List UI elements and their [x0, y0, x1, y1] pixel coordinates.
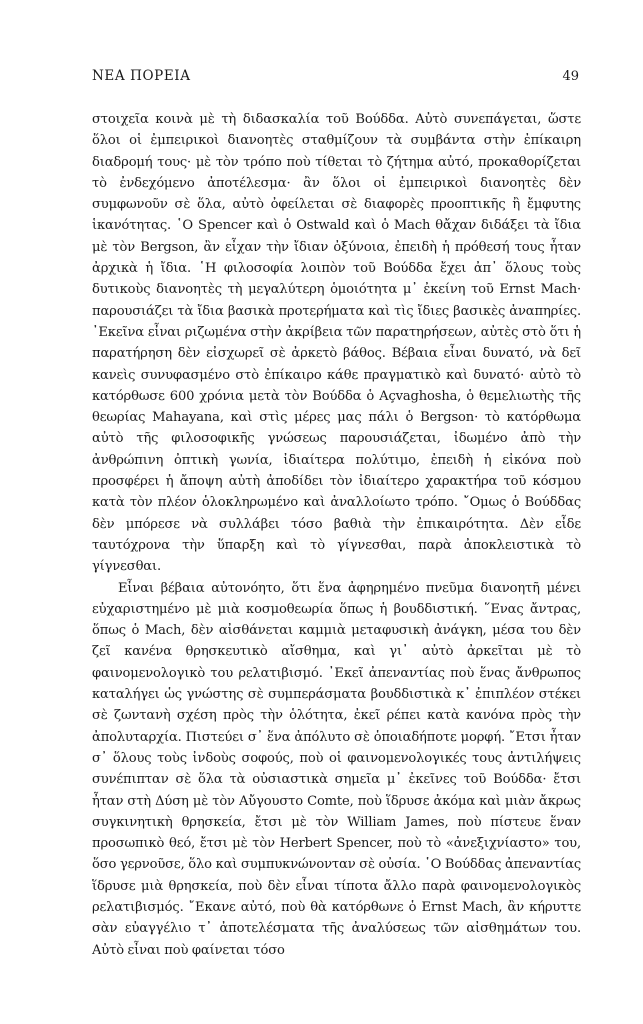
body-text: [92, 109, 581, 961]
page-number: 49: [562, 69, 579, 84]
paragraph-2: Εἶναι βέβαια αὐτονόητο, ὅτι ἕνα ἀφηρημένο πνεῦμα διανοητῆ μένει εὐχαριστημένο μὲ μιὰ κοσμοθεωρία ὅπως ἡ βουδδιστική. ῞Ενας ἄντρας, ὅπως ὁ Mach, δὲν αἰσθάνεται καμμιὰ μεταφυσικὴ ἀνάγκη, μέσα του δὲν ζεῖ κανένα θρησκευτικὸ αἴσθημα, καὶ γι᾽ αὐτὸ ἀρκεῖται μὲ τὸ φαινομενολογικὸ του ρελατιβισμό. ᾽Εκεῖ ἀπεναντίας ποὺ ἕνας ἄνθρωπος καταλήγει ὡς γνώστης σὲ συμπεράσματα βουδδιστικὰ κ᾽ ἐπιπλέον στέκει σὲ ζωντανὴ σχέση πρὸς τὴν ὁλότητα, ἐκεῖ ρέπει κατὰ κανόνα πρὸς τὴν ἀπολυταρχία. Πιστεύει σ᾽ ἕνα ἀπόλυτο σὲ ὁποιαδήποτε μορφή. ῎Ετσι ἦταν σ᾽ ὅλους τοὺς ἰνδοὺς σοφούς, ποὺ οἱ φαινομενολογικές τους ἀντιλήψεις συνέπιπταν σὲ ὅλα τὰ οὐσιαστικὰ σημεῖα μ᾽ ἐκεῖνες τοῦ Βούδδα· ἔτσι ἦταν στὴ Δύση μὲ τὸν Αὔγουστο Comte, ποὺ ἵδρυσε ἀκόμα καὶ μιὰν ἄκρως συγκινητικὴ θρησκεία, ἔτσι μὲ τὸν William James, ποὺ πίστευε ἕναν προσωπικὸ θεό, ἔτσι μὲ τὸν Herbert Spencer, ποὺ τὸ «ἀνεξιχνίαστο» του, ὅσο γερνοῦσε, ὅλο καὶ συμπυκνώνονταν σὲ οὐσία. ῾Ο Βούδδας ἀπεναντίας ἵδρυσε μιὰ θρησκεία, ποὺ δὲν εἶναι τίποτα ἄλλο παρὰ φαινομενολογικὸς ρελατιβισμός. ῎Εκανε αὐτό, ποὺ θὰ κατόρθωνε ὁ Ernst Mach, ἂν κήρυττε σὰν εὐαγγέλιο τ᾽ ἀποτελέσματα τῆς ἀναλύσεως τῶν αἰσθημάτων του. Αὐτὸ εἶναι ποὺ φαίνεται τόσο: [92, 580, 581, 958]
paragraph-1: στοιχεῖα κοινὰ μὲ τὴ διδασκαλία τοῦ Βούδδα. Αὐτὸ συνεπάγεται, ὥστε ὅλοι οἱ ἐμπειρικοὶ διανοητὲς σταθμίζουν τὰ συμβάντα στὴν ἐπίκαιρη διαδρομή τους· μὲ τὸν τρόπο ποὺ τίθεται τὸ ζήτημα αὐτό, προκαθορίζεται τὸ ἐνδεχόμενο ἀποτέλεσμα· ἂν ὅλοι οἱ ἐμπειρικοὶ διανοητὲς δὲν συμφωνοῦν σὲ ὅλα, αὐτὸ ὀφείλεται σὲ διαφορὲς προοπτικῆς ἢ ἔμφυτης ἱκανότητας. ῾Ο Spencer καὶ ὁ Ostwald καὶ ὁ Mach θἄχαν διδάξει τὰ ἴδια μὲ τὸν Bergson, ἂν εἶχαν τὴν ἴδιαν ὀξύνοια, ἐπειδὴ ἡ πρόθεσή τους ἦταν ἀρχικὰ ἡ ἴδια. ῾Η φιλοσοφία λοιπὸν τοῦ Βούδδα ἔχει ἀπ᾽ ὅλους τοὺς δυτικοὺς διανοητὲς τὴ μεγαλύτερη ὁμοιότητα μ᾽ ἐκείνη τοῦ Ernst Mach· παρουσιάζει τὰ ἴδια βασικὰ προτερήματα καὶ τὶς ἴδιες βασικὲς ἀναπηρίες. ᾽Εκεῖνα εἶναι ριζωμένα στὴν ἀκρίβεια τῶν παρατηρήσεων, αὐτὲς στὸ ὅτι ἡ παρατήρηση δὲν εἰσχωρεῖ σὲ ἀρκετὸ βάθος. Βέβαια εἶναι δυνατό, νὰ δεῖ κανεὶς συνυφασμένο στὸ ἐπίκαιρο κάθε πραγματικὸ καὶ δυνατό· αὐτὸ τὸ κατόρθωσε 600 χρόνια μετὰ τὸν Βούδδα ὁ Açvaghosha, ὁ θεμελιωτὴς τῆς θεωρίας Mahayana, καὶ στὶς μέρες μας πάλι ὁ Bergson· τὸ κατόρθωμα αὐτὸ τῆς φιλοσοφικῆς γνώσεως παρουσιάζεται, ἰδωμένο ἀπὸ τὴν ἀνθρώπινη ὀπτικὴ γωνία, ἰδιαίτερα πολύτιμο, ἐπειδὴ ἡ εἰκόνα ποὺ προσφέρει ἡ ἄποψη αὐτὴ ἀποδίδει τὸν ἰδιαίτερο χαρακτήρα τοῦ κόσμου κατὰ τὸν πλέον ὁλοκληρωμένο καὶ ἀναλλοίωτο τρόπο. ῎Ομως ὁ Βούδδας δὲν μπόρεσε νὰ συλλάβει τόσο βαθιὰ τὴν ἐπικαιρότητα. Δὲν εἶδε ταυτόχρονα τὴν ὕπαρξη καὶ τὸ γίγνεσθαι, παρὰ ἀποκλειστικὰ τὸ γίγνεσθαι.: [92, 112, 581, 575]
running-header: [92, 68, 581, 94]
journal-title: ΝΕΑ ΠΟΡΕΙΑ: [92, 68, 191, 84]
